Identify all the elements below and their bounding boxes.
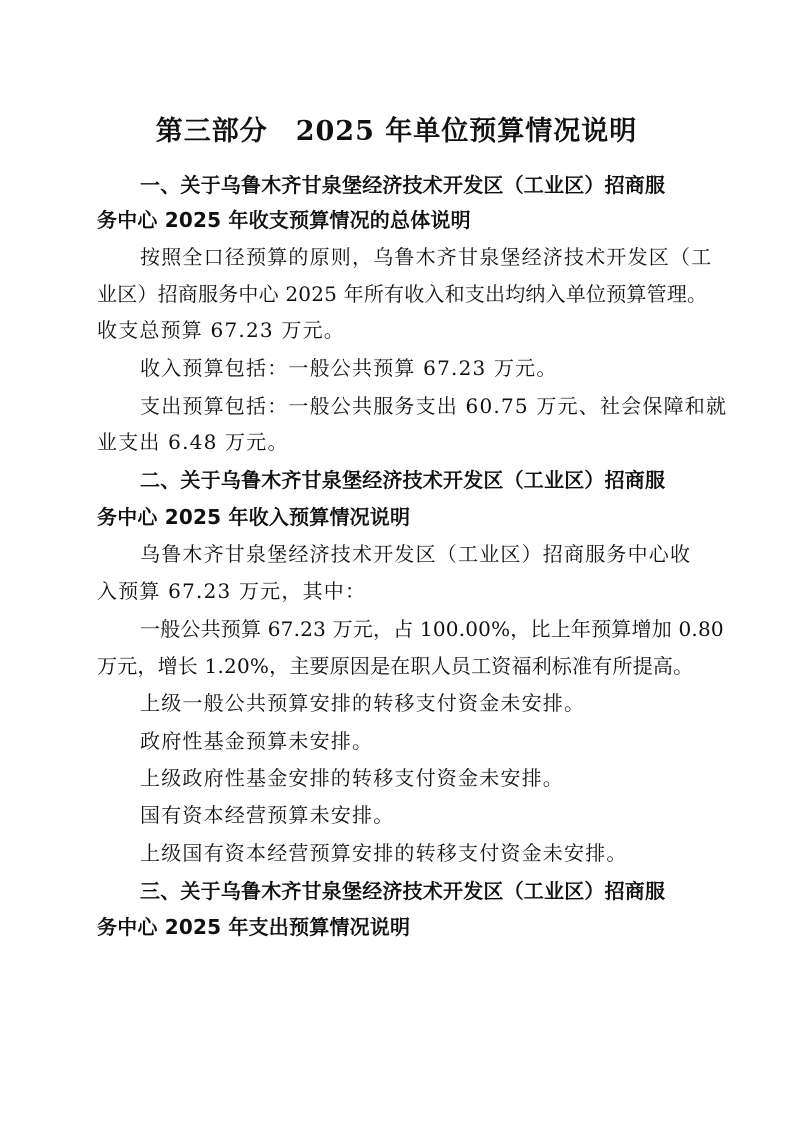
section-3-heading-line-2: 务中心 2025 年支出预算情况说明 — [97, 915, 411, 939]
section-2-paragraph-1-line-1: 乌鲁木齐甘泉堡经济技术开发区（工业区）招商服务中心收 — [140, 542, 692, 566]
section-2-paragraph-7: 上级国有资本经营预算安排的转移支付资金未安排。 — [140, 841, 628, 865]
section-2-paragraph-5: 上级政府性基金安排的转移支付资金未安排。 — [140, 766, 564, 790]
section-2-paragraph-4: 政府性基金预算未安排。 — [140, 729, 374, 753]
section-2-heading-line-1: 二、关于乌鲁木齐甘泉堡经济技术开发区（工业区）招商服 — [140, 468, 666, 492]
section-2-paragraph-3: 上级一般公共预算安排的转移支付资金未安排。 — [140, 691, 586, 715]
section-1-heading-line-2: 务中心 2025 年收支预算情况的总体说明 — [97, 208, 471, 232]
page-title: 第三部分 2025 年单位预算情况说明 — [155, 116, 638, 147]
section-2-paragraph-1-line-2: 入预算 67.23 万元，其中： — [97, 579, 367, 603]
section-3-heading-line-1: 三、关于乌鲁木齐甘泉堡经济技术开发区（工业区）招商服 — [140, 879, 666, 903]
section-1-paragraph-3-line-2: 业支出 6.48 万元。 — [97, 430, 289, 454]
section-1-heading-line-1: 一、关于乌鲁木齐甘泉堡经济技术开发区（工业区）招商服 — [140, 173, 666, 197]
section-2-heading-line-2: 务中心 2025 年收入预算情况说明 — [97, 505, 411, 529]
section-1-paragraph-2-line-1: 收入预算包括：一般公共预算 67.23 万元。 — [140, 356, 558, 380]
section-1-paragraph-1-line-1: 按照全口径预算的原则，乌鲁木齐甘泉堡经济技术开发区（工 — [140, 245, 713, 269]
section-1-paragraph-1-line-2: 业区）招商服务中心 2025 年所有收入和支出均纳入单位预算管理。 — [97, 282, 708, 306]
section-2-paragraph-2-line-2: 万元，增长 1.20%，主要原因是在职人员工资福利标准有所提高。 — [97, 654, 694, 678]
section-2-paragraph-6: 国有资本经营预算未安排。 — [140, 803, 395, 827]
section-2-paragraph-2-line-1: 一般公共预算 67.23 万元，占 100.00%，比上年预算增加 0.80 — [140, 617, 724, 641]
section-1-paragraph-3-line-1: 支出预算包括：一般公共服务支出 60.75 万元、社会保障和就 — [140, 394, 728, 418]
section-1-paragraph-1-line-3: 收支总预算 67.23 万元。 — [97, 318, 345, 342]
